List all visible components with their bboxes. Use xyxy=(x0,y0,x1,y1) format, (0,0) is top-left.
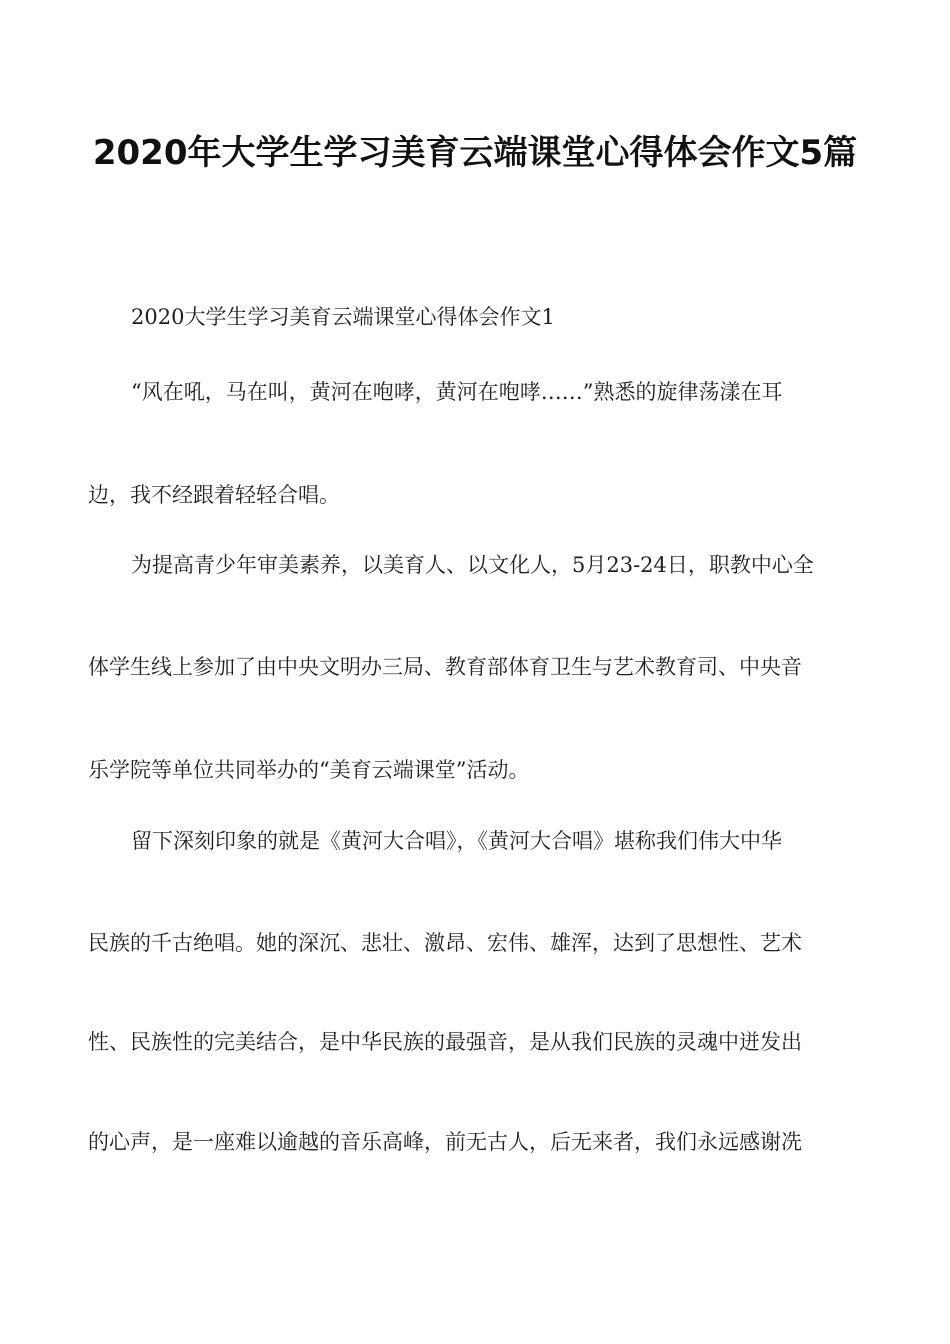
paragraph-line: 的心声，是一座难以逾越的音乐高峰，前无古人，后无来者，我们永远感谢冼 xyxy=(88,1130,802,1154)
paragraph-line: “风在吼，马在叫，黄河在咆哮，黄河在咆哮……”熟悉的旋律荡漾在耳 xyxy=(131,380,783,404)
section-heading: 2020大学生学习美育云端课堂心得体会作文1 xyxy=(131,305,555,329)
paragraph-line: 民族的千古绝唱。她的深沉、悲壮、激昂、宏伟、雄浑，达到了思想性、艺术 xyxy=(88,931,802,955)
paragraph-line: 性、民族性的完美结合，是中华民族的最强音，是从我们民族的灵魂中迸发出 xyxy=(88,1030,802,1054)
paragraph-line: 边，我不经跟着轻轻合唱。 xyxy=(88,483,340,507)
paragraph-line: 乐学院等单位共同举办的“美育云端课堂”活动。 xyxy=(88,758,530,782)
paragraph-line: 体学生线上参加了由中央文明办三局、教育部体育卫生与艺术教育司、中央音 xyxy=(88,655,802,679)
document-title: 2020年大学生学习美育云端课堂心得体会作文5篇 xyxy=(92,133,858,173)
paragraph-line: 为提高青少年审美素养，以美育人、以文化人，5月23-24日，职教中心全 xyxy=(131,553,814,577)
paragraph-line: 留下深刻印象的就是《黄河大合唱》，《黄河大合唱》堪称我们伟大中华 xyxy=(131,829,782,853)
